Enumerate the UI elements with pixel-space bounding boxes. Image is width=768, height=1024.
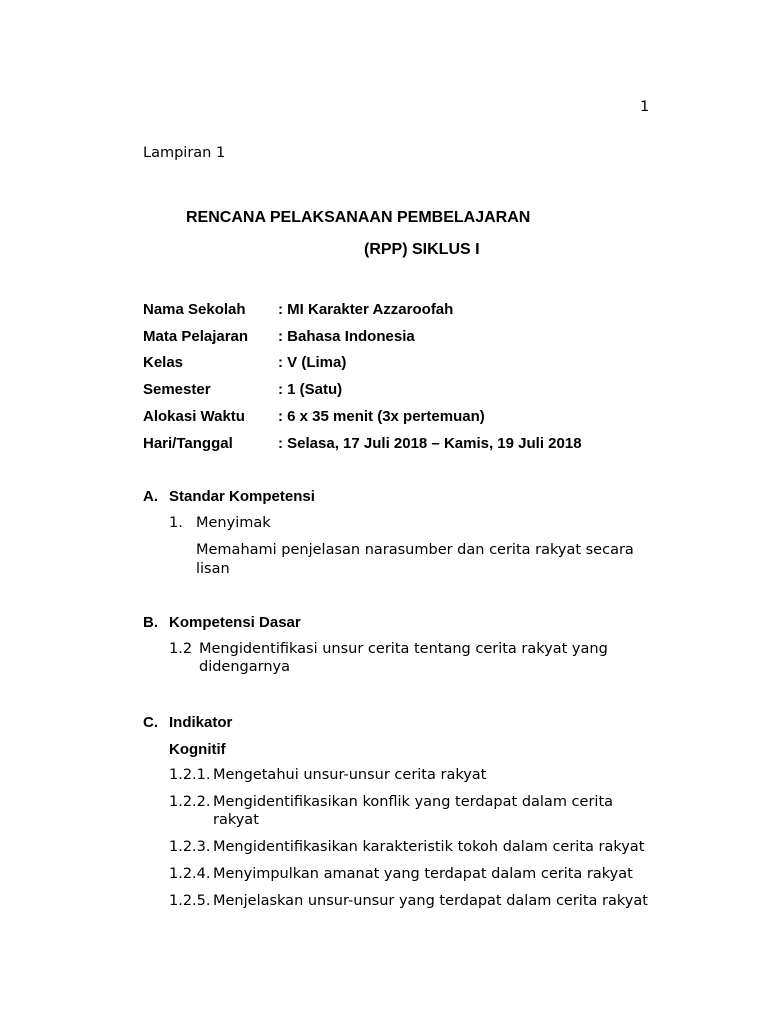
section-letter: C. [143,714,158,731]
info-label: Kelas [143,354,184,371]
info-value: : Selasa, 17 Juli 2018 – Kamis, 19 Juli 2018 [278,435,582,452]
section-letter: A. [143,488,158,505]
list-item-number: 1. [169,515,183,531]
info-label: Hari/Tanggal [143,435,233,452]
info-value: : 1 (Satu) [278,381,343,398]
indicator-number: 1.2.4. [169,866,211,882]
list-item-title: Menyimak [196,515,271,531]
indicator-text: Menyimpulkan amanat yang terdapat dalam cerita rakyat [213,866,633,882]
list-item-line1: Mengidentifikasi unsur cerita tentang cerita rakyat yang [199,641,608,657]
page-number: 1 [640,99,650,115]
info-label: Mata Pelajaran [143,328,249,345]
info-value: : V (Lima) [278,354,347,371]
list-item-number: 1.2 [169,641,193,657]
info-value: : MI Karakter Azzaroofah [278,301,454,318]
info-row-school [0,301,768,321]
info-label: Semester [143,381,211,398]
item-description-line1: Memahami penjelasan narasumber dan cerita rakyat secara [196,542,634,558]
info-row-semester [0,381,768,401]
section-heading: Indikator [169,714,233,731]
indicator-text: Mengidentifikasikan karakteristik tokoh dalam cerita rakyat [213,839,645,855]
info-row-date [0,435,768,455]
item-description-line2: lisan [196,561,230,577]
indicator-text: Menjelaskan unsur-unsur yang terdapat dalam cerita rakyat [213,893,648,909]
document-title-line2: (RPP) SIKLUS I [364,241,480,258]
appendix-label: Lampiran 1 [143,145,226,161]
indicator-text: Mengidentifikasikan konflik yang terdapat dalam cerita [213,794,614,810]
section-heading: Kompetensi Dasar [169,614,301,631]
section-heading: Standar Kompetensi [169,488,315,505]
info-value: : Bahasa Indonesia [278,328,415,345]
info-row-class [0,354,768,374]
indicator-number: 1.2.3. [169,839,211,855]
indicator-number: 1.2.5. [169,893,211,909]
subsection-heading: Kognitif [169,741,226,758]
indicator-number: 1.2.2. [169,794,211,810]
info-label: Alokasi Waktu [143,408,245,425]
indicator-number: 1.2.1. [169,767,211,783]
indicator-text-continued: rakyat [213,812,259,828]
list-item-line2: didengarnya [199,659,291,675]
section-letter: B. [143,614,158,631]
info-row-subject [0,328,768,348]
indicator-text: Mengetahui unsur-unsur cerita rakyat [213,767,487,783]
info-value: : 6 x 35 menit (3x pertemuan) [278,408,485,425]
info-label: Nama Sekolah [143,301,246,318]
document-title-line1: RENCANA PELAKSANAAN PEMBELAJARAN [186,209,531,226]
info-row-time-allocation [0,408,768,428]
